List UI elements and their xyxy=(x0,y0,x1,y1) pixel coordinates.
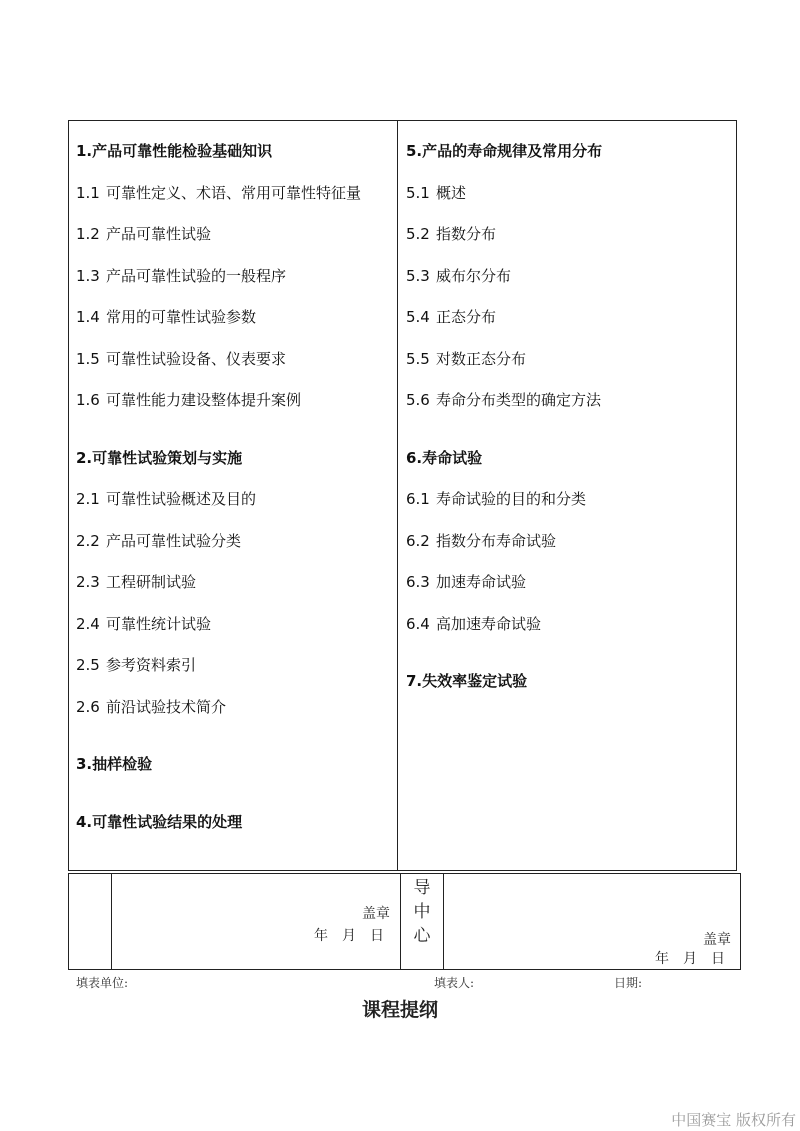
outline-item xyxy=(406,390,601,410)
outline-item xyxy=(406,531,556,551)
outline-item xyxy=(76,531,241,551)
item-text: 前沿试验技术简介 xyxy=(106,697,227,716)
item-number: 1.5 xyxy=(76,349,100,368)
item-text: 指数分布 xyxy=(436,225,497,243)
outline-item xyxy=(76,307,256,327)
section-heading: 2.可靠性试验策划与实施 xyxy=(76,448,243,467)
outline-item xyxy=(406,224,496,244)
outline-item xyxy=(406,489,586,509)
outline-item xyxy=(76,655,196,675)
item-number: 2.3 xyxy=(76,573,100,591)
item-number: 6.2 xyxy=(406,531,430,550)
section-heading: 3.抽样检验 xyxy=(76,755,153,773)
outline-item xyxy=(76,489,256,509)
outline-item xyxy=(406,307,496,327)
outline-item xyxy=(76,572,196,592)
column-divider xyxy=(397,120,398,871)
item-number: 1.3 xyxy=(76,266,100,285)
item-text: 可靠性试验概述及目的 xyxy=(106,490,257,508)
footer-person-label: 填表人: xyxy=(434,976,475,990)
item-text: 常用的可靠性试验参数 xyxy=(106,308,257,326)
item-number: 2.2 xyxy=(76,531,100,550)
item-number: 6.4 xyxy=(406,614,430,633)
item-number: 2.1 xyxy=(76,490,100,508)
section-heading: 5.产品的寿命规律及常用分布 xyxy=(406,142,603,160)
footer-unit-label: 填表单位: xyxy=(76,976,129,990)
item-number: 5.2 xyxy=(406,225,430,243)
item-number: 5.6 xyxy=(406,391,430,409)
approval-divider xyxy=(443,874,444,969)
item-text: 指数分布寿命试验 xyxy=(436,531,557,550)
outline-item xyxy=(406,614,541,634)
item-text: 工程研制试验 xyxy=(106,573,197,591)
item-text: 可靠性统计试验 xyxy=(106,614,212,633)
item-number: 5.1 xyxy=(406,183,430,202)
item-text: 参考资料索引 xyxy=(106,656,197,674)
item-text: 寿命分布类型的确定方法 xyxy=(436,391,602,409)
approval-section xyxy=(68,873,741,970)
item-number: 5.4 xyxy=(406,308,430,326)
item-number: 2.5 xyxy=(76,656,100,674)
item-text: 正态分布 xyxy=(436,308,497,326)
item-text: 产品可靠性试验的一般程序 xyxy=(106,266,287,285)
footer-date-label: 日期: xyxy=(614,976,643,990)
outline-item xyxy=(76,349,286,369)
item-text: 可靠性试验设备、仪表要求 xyxy=(106,349,287,368)
item-text: 概述 xyxy=(436,183,467,202)
item-text: 加速寿命试验 xyxy=(436,573,527,591)
section-heading: 7.失效率鉴定试验 xyxy=(406,672,528,690)
item-number: 1.2 xyxy=(76,225,100,243)
item-number: 2.4 xyxy=(76,614,100,633)
section-heading: 6.寿命试验 xyxy=(406,448,483,467)
item-text: 对数正态分布 xyxy=(436,349,527,368)
item-number: 2.6 xyxy=(76,697,100,716)
outline-item xyxy=(76,390,301,410)
outline-item xyxy=(406,349,526,369)
center-label-char: 心 xyxy=(413,926,431,946)
item-number: 1.4 xyxy=(76,308,100,326)
item-text: 产品可靠性试验分类 xyxy=(106,531,242,550)
item-number: 5.3 xyxy=(406,266,430,285)
item-number: 1.1 xyxy=(76,183,100,202)
right-stamp-label: 盖章 xyxy=(703,932,731,948)
item-number: 6.1 xyxy=(406,490,430,508)
approval-divider xyxy=(111,874,112,969)
outline-item xyxy=(406,572,526,592)
left-stamp-label: 盖章 xyxy=(362,906,390,922)
section-heading: 1.产品可靠性能检验基础知识 xyxy=(76,142,273,160)
left-date-label: 年 月 日 xyxy=(314,928,384,944)
item-text: 可靠性能力建设整体提升案例 xyxy=(106,391,302,409)
outline-item xyxy=(76,614,211,634)
outline-item xyxy=(76,266,286,286)
item-text: 高加速寿命试验 xyxy=(436,614,542,633)
right-date-label: 年 月 日 xyxy=(655,951,725,967)
approval-divider xyxy=(400,874,401,969)
item-number: 1.6 xyxy=(76,391,100,409)
outline-item xyxy=(406,266,511,286)
document-title: 课程提纲 xyxy=(361,999,438,1021)
item-text: 寿命试验的目的和分类 xyxy=(436,490,587,508)
item-text: 威布尔分布 xyxy=(436,266,512,285)
item-text: 可靠性定义、术语、常用可靠性特征量 xyxy=(106,183,362,202)
copyright-notice: 中国赛宝 版权所有 xyxy=(671,1111,796,1129)
center-vertical-label xyxy=(402,876,442,948)
item-text: 产品可靠性试验 xyxy=(106,225,212,243)
outline-item xyxy=(76,697,226,717)
item-number: 6.3 xyxy=(406,573,430,591)
outline-item xyxy=(76,183,361,203)
center-label-char: 中 xyxy=(413,902,431,922)
center-label-char: 导 xyxy=(413,878,431,898)
item-number: 5.5 xyxy=(406,349,430,368)
section-heading: 4.可靠性试验结果的处理 xyxy=(76,812,243,831)
outline-item xyxy=(76,224,211,244)
outline-item xyxy=(406,183,466,203)
